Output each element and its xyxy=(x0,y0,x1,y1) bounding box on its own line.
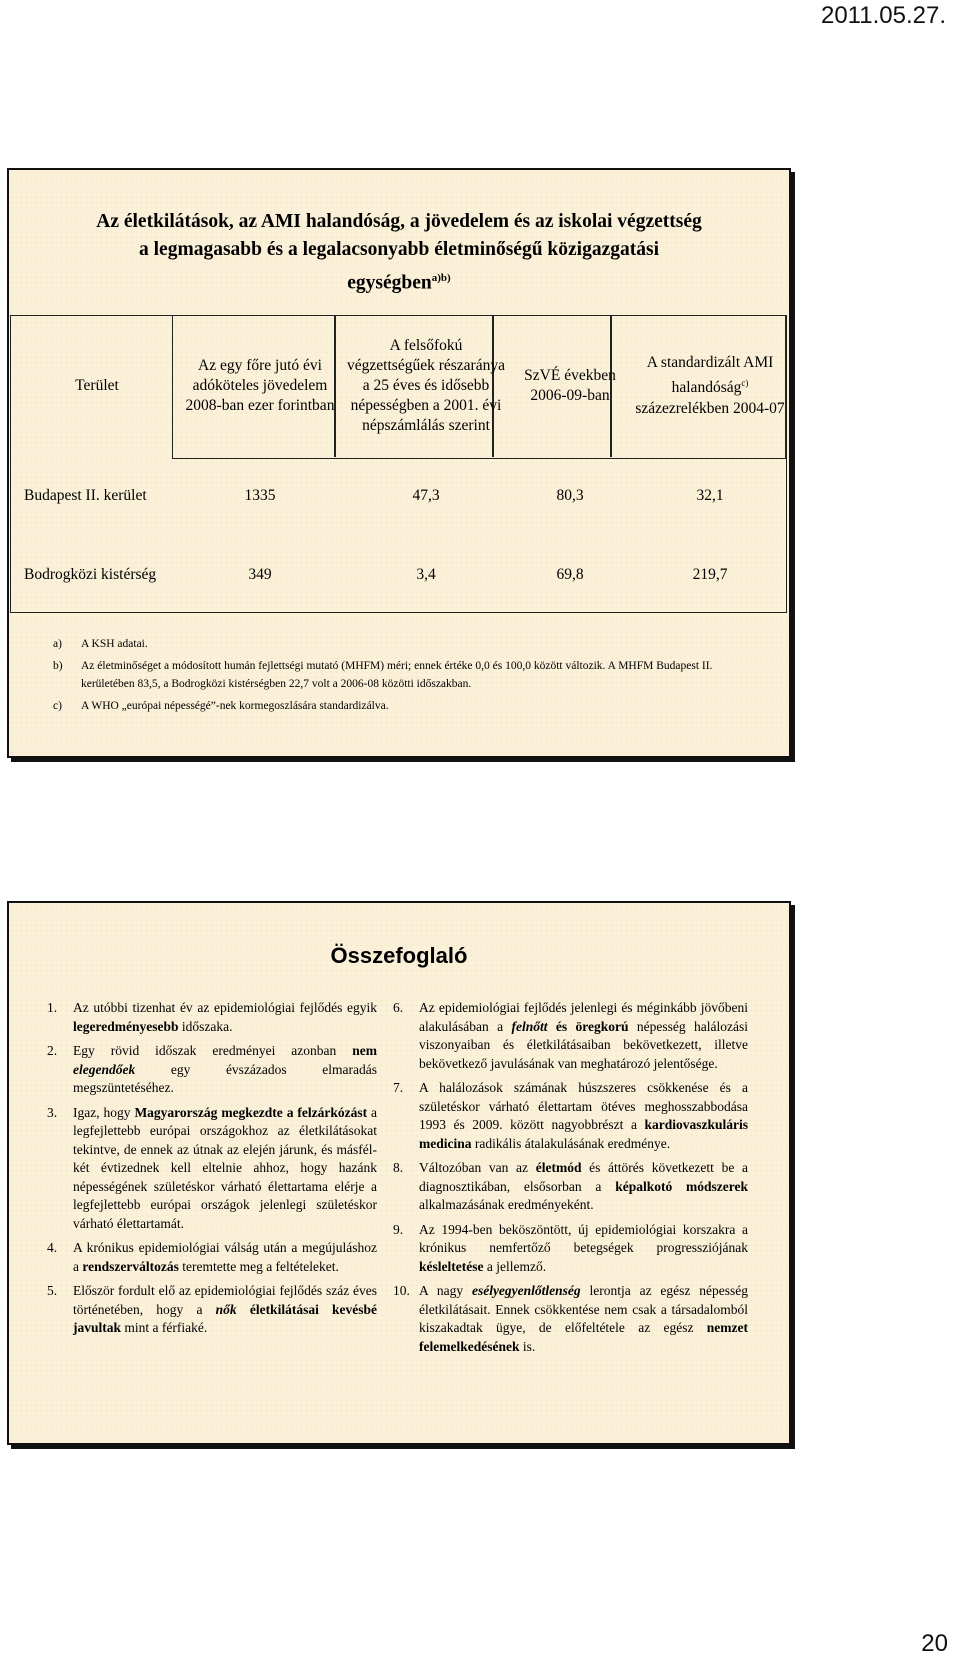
slide-summary xyxy=(7,901,791,1445)
summary-item-number: 1. xyxy=(47,1000,58,1015)
footnote xyxy=(53,657,753,693)
footnote-text: Az életminőséget a módosított humán fejlettségi mutató (MHFM) méri; ennek értéke 0,0 és 100,0 között változik. A MHFM Budapest II. kerületében 83,5, a Bodrogközi kistérségben 22,7 volt a 2006-08 közötti időszakban. xyxy=(81,660,713,690)
table-row xyxy=(18,535,788,614)
footnote-text: A KSH adatai. xyxy=(81,638,148,650)
summary-item-text: A krónikus epidemiológiai válság után a megújuláshoz a rendszerváltozás teremtette meg a feltételeket. xyxy=(73,1240,377,1274)
summary-item xyxy=(47,999,377,1036)
footnote-marker: b) xyxy=(53,660,63,672)
summary-item-number: 6. xyxy=(393,1000,404,1015)
table-row xyxy=(18,456,788,535)
data-table xyxy=(18,316,788,614)
cell-education: 3,4 xyxy=(416,565,436,583)
cell-ami: 219,7 xyxy=(692,565,728,583)
cell-area: Budapest II. kerület xyxy=(24,486,147,504)
summary-item xyxy=(47,1104,377,1234)
summary-item-number: 10. xyxy=(393,1283,410,1298)
header-income: Az egy főre jutó évi adóköteles jövedelem 2008-ban ezer forintban xyxy=(185,357,335,414)
summary-item-number: 9. xyxy=(393,1221,404,1237)
cell-szve: 80,3 xyxy=(556,486,584,504)
table-header-row xyxy=(18,316,788,456)
summary-item-text: Egy rövid időszak eredményei azonban nem elegendőek egy évszázados elmaradás megszüntetéséhez. xyxy=(73,1043,377,1095)
summary-item xyxy=(47,1042,377,1098)
cell-education: 47,3 xyxy=(412,486,440,504)
summary-item xyxy=(393,1282,748,1356)
title-line-3: egységben$^{a)b)}$ xyxy=(347,272,451,294)
title-line-2: a legmagasabb és a legalacsonyabb életminőségű közigazgatási xyxy=(139,239,659,260)
summary-title: Összefoglaló xyxy=(330,943,468,968)
page-date: 2011.05.27. xyxy=(820,2,946,29)
title-line-1: Az életkilátások, az AMI halandóság, a jövedelem és az iskolai végzettség xyxy=(96,211,702,232)
summary-item xyxy=(393,1221,748,1277)
summary-right-column xyxy=(393,999,748,1362)
footnote xyxy=(53,697,753,715)
summary-item-number: 7. xyxy=(393,1080,404,1095)
summary-left-column xyxy=(47,999,377,1344)
summary-item-text: Az utóbbi tizenhat év az epidemiológiai fejlődés egyik legeredményesebb időszaka. xyxy=(73,1000,377,1034)
footnote-text: A WHO „európai népességé”-nek kormegoszlására standardizálva. xyxy=(81,700,389,712)
footnote-marker: c) xyxy=(53,700,62,712)
footnote xyxy=(53,635,753,653)
summary-item-text: Az epidemiológiai fejlődés jelenlegi és méginkább jövőbeni alakulásában a felnőtt és öregkorú népesség halálozási viszonyaiban és életkilátásaiban bekövetkezett, illetve bekövetkező javulásának van meghatározó jelentősége. xyxy=(419,1000,748,1071)
footnotes xyxy=(53,635,753,719)
summary-item-text: Igaz, hogy Magyarország megkezdte a felzárkózást a legfejlettebb európai országokhoz az életkilátásokat tekintve, de ennek az útnak az elején járunk, és másfél-két évtizednek kell eltelnie ahhoz, hogy hazánk népességének születéskor várható élettartama elérje a legfejlettebb európai országok jelenlegi születéskor várható élettartamát. xyxy=(73,1104,377,1231)
summary-item xyxy=(47,1239,377,1276)
summary-item-number: 2. xyxy=(47,1043,58,1058)
cell-income: 349 xyxy=(248,565,272,583)
summary-item xyxy=(393,1159,748,1215)
summary-item-number: 4. xyxy=(47,1240,58,1255)
footnote-marker: a) xyxy=(53,638,62,650)
header-ami: A standardizált AMI halandóság$^{c)}$ százezrelékben 2004-07 xyxy=(635,354,785,417)
header-area: Terület xyxy=(75,377,119,394)
summary-item-number: 3. xyxy=(47,1104,58,1120)
cell-income: 1335 xyxy=(244,486,276,504)
title-footnote-marker: a)b) xyxy=(431,272,451,284)
cell-ami: 32,1 xyxy=(696,486,724,504)
summary-item-text: Először fordult elő az epidemiológiai fejlődés száz éves történetében, hogy a nők életkilátásai kevésbé javultak mint a férfiaké. xyxy=(73,1283,377,1335)
summary-item-text: A nagy esélyegyenlőtlenség lerontja az egész népesség életkilátásait. Ennek csökkentése nem csak a társadalomból kiszakadtak ügye, de előfeltétele az egész nemzet felemelkedésének is. xyxy=(419,1283,748,1354)
slide-title xyxy=(9,208,789,298)
summary-item xyxy=(47,1282,377,1338)
header-education: A felsőfokú végzettségűek részaránya a 25 éves és idősebb népességben a 2001. évi népszámlálás szerint xyxy=(347,337,505,434)
summary-item-text: Változóban van az életmód és áttörés következett be a diagnosztikában, elsősorban a képalkotó módszerek alkalmazásának eredményeként. xyxy=(419,1160,748,1212)
header-szve: SzVÉ években 2006-09-ban xyxy=(524,367,616,404)
summary-item xyxy=(393,999,748,1073)
summary-item-number: 8. xyxy=(393,1160,404,1175)
summary-item-text: A halálozások számának húszszeres csökkenése és a születéskor várható élettartam ötéves meghosszabbodása 1993 és 2009. között nagyobbrészt a kardiovaszkuláris medicina radikális átalakulásának eredménye. xyxy=(419,1080,748,1151)
slide-table xyxy=(7,168,791,758)
summary-item-text: Az 1994-ben beköszöntött, új epidemiológiai korszakra a krónikus nemfertőző betegségek progressziójának késleltetése a jellemző. xyxy=(419,1221,748,1274)
summary-item xyxy=(393,1079,748,1153)
cell-area: Bodrogközi kistérség xyxy=(24,565,157,583)
page-number: 20 xyxy=(921,1630,948,1657)
cell-szve: 69,8 xyxy=(556,565,584,583)
summary-item-number: 5. xyxy=(47,1283,58,1298)
